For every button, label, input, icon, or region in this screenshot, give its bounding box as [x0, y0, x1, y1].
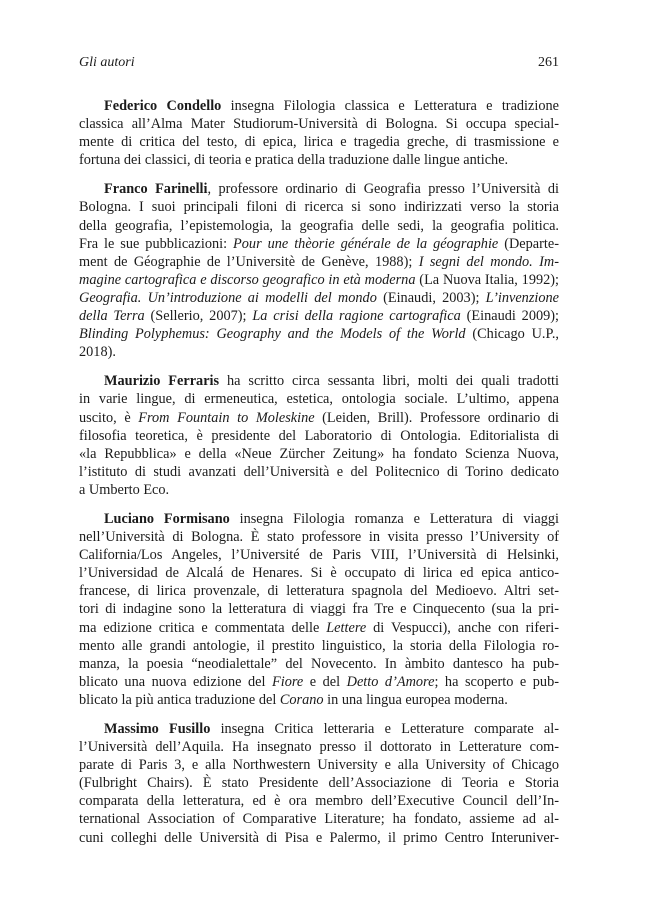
book-title: Detto d’Amore: [346, 673, 435, 690]
text-line: Franco Farinelli, professore ordinario di Geografia presso l’Università di: [104, 181, 559, 198]
text-line: «la Repubblica» e della «Neue Zürcher Zeitung» ha fondato Scienza Nuova,: [79, 445, 559, 462]
book-title: Geografia. Un’introduzione ai modelli del mondo: [79, 289, 377, 306]
book-title: della Terra: [79, 308, 145, 325]
author-entry-condello: [79, 97, 559, 169]
text-line: Massimo Fusillo insegna Critica letteraria e Letterature comparate al-: [104, 721, 559, 737]
author-name: Federico Condello: [104, 98, 222, 114]
text-line: comparata della letteratura, ed è ora membro dell’Executive Council dell’In-: [79, 793, 559, 810]
text-line: tori di indagine sono la letteratura di viaggi fra Tre e Cinquecento (sua la pri-: [79, 601, 559, 618]
author-name: Massimo Fusillo: [104, 721, 211, 737]
text-line: Blinding Polyphemus: Geography and the Models of the World (Chicago U.P.,: [79, 326, 559, 343]
author-name: Luciano Formisano: [104, 510, 230, 527]
book-title: Corano: [279, 691, 324, 708]
text-line: nell’Università di Bologna. È stato professore in visita presso l’University of: [79, 529, 559, 546]
text-line: della Terra (Sellerio, 2007); La crisi della ragione cartografica (Einaudi 2009);: [79, 308, 559, 325]
text-line: parate di Paris 3, e alla Northwestern University e alla University of Chicago: [79, 757, 559, 774]
author-name: Franco Farinelli: [104, 181, 208, 198]
running-head: [79, 55, 559, 73]
text-line: 2018).: [79, 344, 116, 361]
book-title: magine cartografica e discorso geografico in età moderna: [79, 271, 416, 288]
text-line: Bologna. I suoi principali filoni di ricerca si sono indirizzati verso la storia: [79, 199, 559, 216]
book-title: Lettere: [326, 619, 367, 636]
text-line: classica all’Alma Mater Studiorum-Università di Bologna. Si occupa special-: [79, 116, 559, 133]
book-title: La crisi della ragione cartografica: [252, 308, 461, 325]
text-line: della geografia, l’epistemologia, la geografia delle sedi, la geografia politica.: [79, 217, 559, 234]
text-line: magine cartografica e discorso geografico in età moderna (La Nuova Italia, 1992);: [79, 271, 559, 288]
page-number: 261: [538, 55, 559, 70]
text-line: Maurizio Ferraris ha scritto circa sessanta libri, molti dei quali tradotti: [104, 373, 559, 390]
text-line: a Umberto Eco.: [79, 481, 170, 498]
author-entry-farinelli: [79, 180, 559, 361]
text-line: francese, di lirica provenzale, di letteratura spagnola del Medioevo. Altri set-: [79, 583, 559, 600]
book-title: Fiore: [272, 673, 304, 690]
author-name: Maurizio Ferraris: [104, 373, 220, 390]
text-line: ternational Association of Comparative Literature; ha fondato, assieme ad al-: [79, 811, 559, 828]
text-line: uscito, è From Fountain to Moleskine (Leiden, Brill). Professore ordinario di: [79, 409, 559, 426]
book-title: Pour une thèorie générale de la géographie: [233, 235, 499, 252]
text-line: mento alle grandi antologie, il prestito linguistico, la storia della Filologia ro-: [79, 637, 559, 654]
text-line: l’Università dell’Aquila. Ha insegnato presso il dottorato in Letterature com-: [79, 739, 559, 756]
body-text: [79, 97, 559, 858]
running-title: Gli autori: [79, 55, 135, 70]
text-line: manza, la poesia “neodialettale” del Novecento. In àmbito dantesco ha pub-: [79, 655, 559, 672]
text-line: mente di critica del testo, di epica, lirica e tragedia greche, di trasmissione e: [79, 134, 559, 151]
text-line: l’Universidad de Alcalá de Henares. Si è occupato di lirica ed epica antico-: [79, 565, 559, 582]
text-line: ment de Géographie de l’Universitè de Genève, 1988); I segni del mondo. Im-: [79, 253, 559, 270]
book-title: From Fountain to Moleskine: [138, 409, 315, 426]
text-line: Geografia. Un’introduzione ai modelli del mondo (Einaudi, 2003); L’invenzione: [79, 289, 559, 306]
text-line: (Fulbright Chairs). È stato Presidente dell’Associazione di Teoria e Storia: [79, 775, 559, 792]
author-entry-formisano: [79, 510, 559, 709]
text-line: Fra le sue pubblicazioni: Pour une thèorie générale de la géographie (Departe-: [79, 235, 559, 252]
book-title: Blinding Polyphemus: Geography and the Models of the World: [79, 326, 466, 343]
text-line: fortuna dei classici, di teoria e pratica della traduzione dalle lingue antiche.: [79, 152, 509, 169]
text-line: filosofia teoretica, è presidente del Laboratorio di Ontologia. Editorialista di: [79, 427, 559, 444]
text-line: ma edizione critica e commentata delle Lettere di Vespucci), anche con riferi-: [79, 619, 559, 636]
book-title: L’invenzione: [485, 289, 559, 306]
text-line: blicato la più antica traduzione del Corano in una lingua europea moderna.: [79, 691, 508, 708]
text-line: cuni colleghi delle Università di Pisa e Palermo, il primo Centro Interuniver-: [79, 829, 559, 846]
text-line: l’istituto di studi avanzati dell’Università e del Politecnico di Torino dedicato: [79, 463, 559, 480]
text-line: California/Los Angeles, l’Université de Paris VIII, l’Università di Helsinki,: [79, 547, 559, 564]
author-entry-fusillo: [79, 720, 559, 847]
text-line: Federico Condello insegna Filologia classica e Letteratura e tradizione: [104, 98, 559, 114]
text-line: Luciano Formisano insegna Filologia romanza e Letteratura di viaggi: [104, 510, 559, 527]
text-line: blicato una nuova edizione del Fiore e del Detto d’Amore; ha scoperto e pub-: [79, 673, 559, 690]
text-line: in varie lingue, di ermeneutica, estetica, ontologia sociale. L’ultimo, appena: [79, 391, 559, 408]
book-title: I segni del mondo. Im-: [418, 253, 559, 270]
author-entry-ferraris: [79, 372, 559, 499]
